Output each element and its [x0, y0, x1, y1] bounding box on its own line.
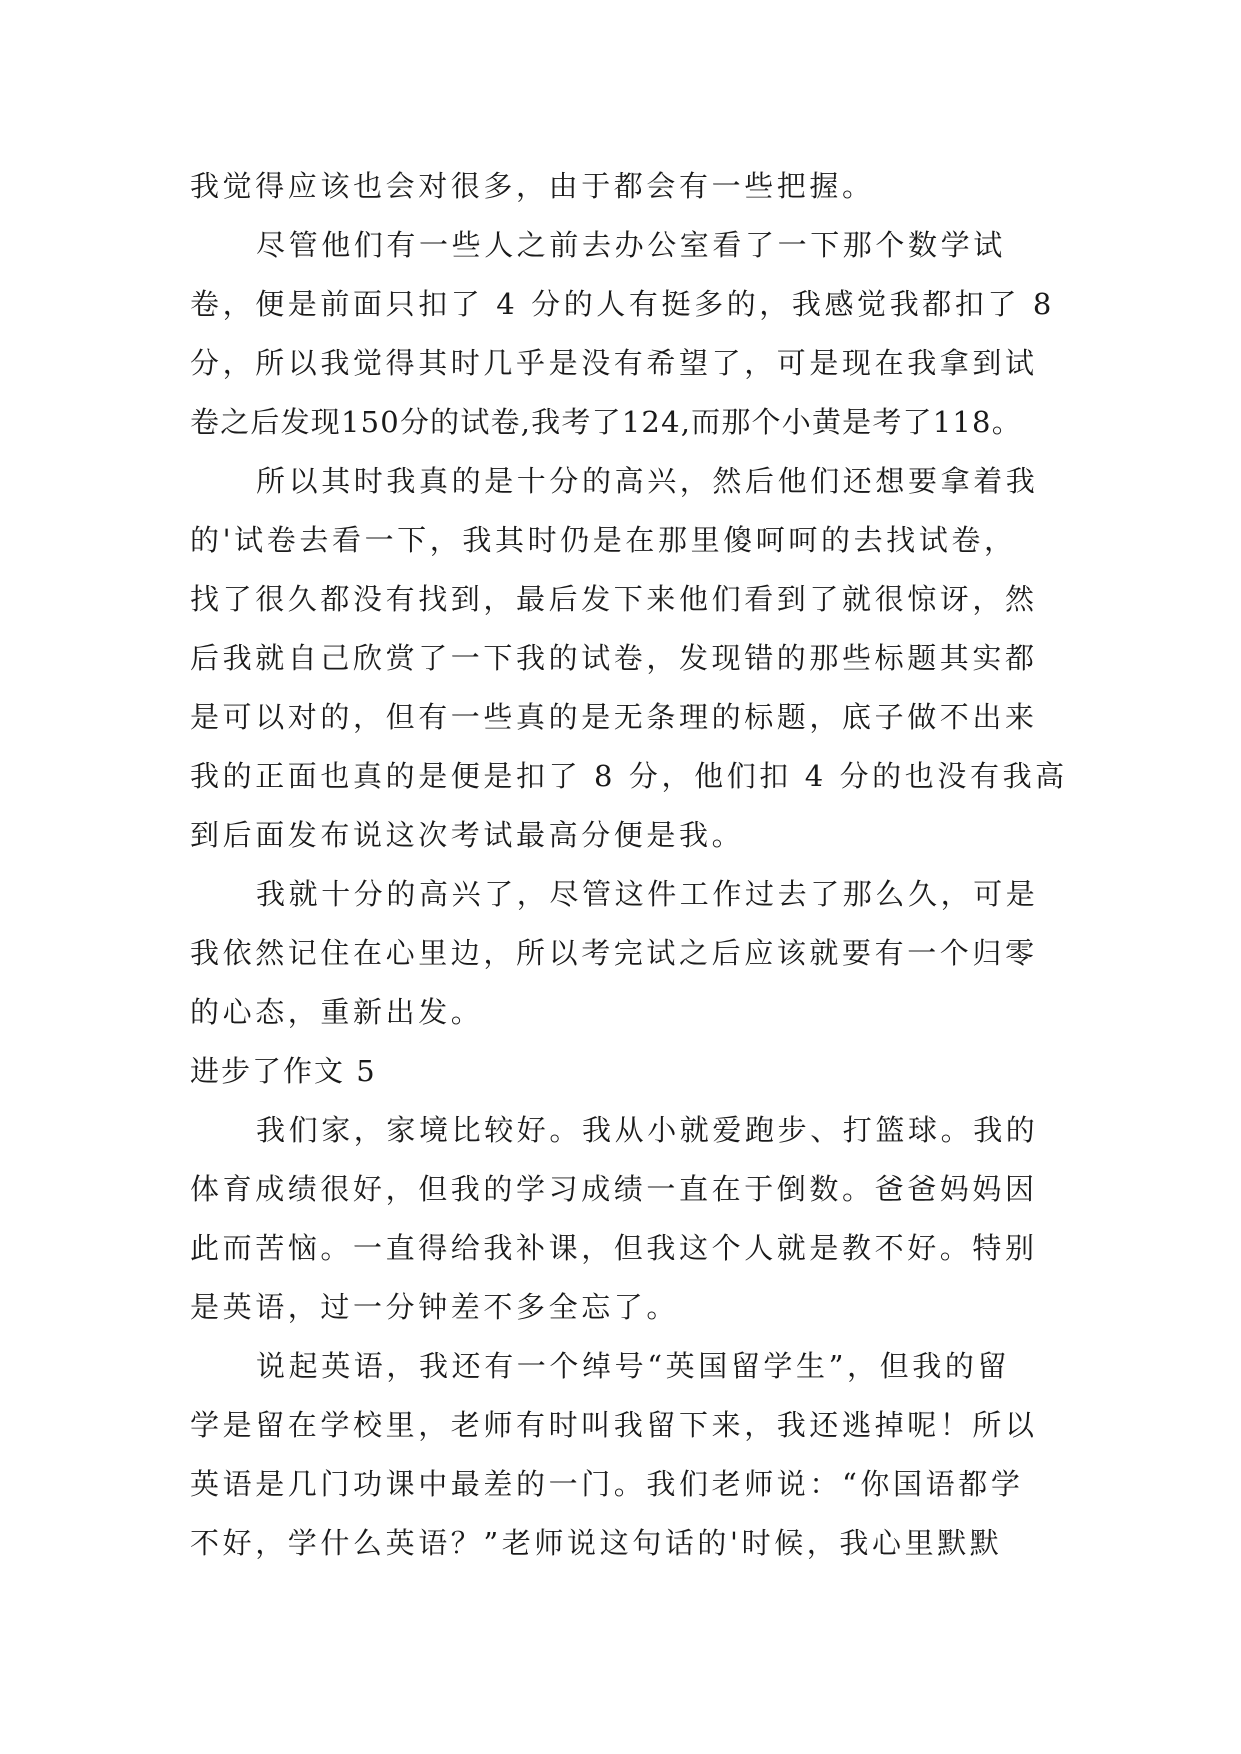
text-line: 我的正面也真的是便是扣了 8 分，他们扣 4 分的也没有我高 — [190, 759, 1068, 793]
text-line: 是可以对的，但有一些真的是无条理的标题，底子做不出来 — [190, 700, 1038, 734]
text-line: 到后面发布说这次考试最高分便是我。 — [190, 818, 745, 852]
text-line: 找了很久都没有找到，最后发下来他们看到了就很惊讶，然 — [190, 582, 1038, 616]
text-line: 是英语，过一分钟差不多全忘了。 — [190, 1290, 680, 1324]
paragraph-start-line: 我就十分的高兴了，尽管这件工作过去了那么久，可是 — [256, 877, 1039, 911]
essay-text — [190, 157, 1068, 1573]
text-line: 学是留在学校里，老师有时叫我留下来，我还逃掉呢！所以 — [190, 1408, 1038, 1442]
text-line: 分，所以我觉得其时几乎是没有希望了，可是现在我拿到试 — [190, 346, 1038, 380]
paragraph-start-line: 尽管他们有一些人之前去办公室看了一下那个数学试 — [256, 228, 1006, 262]
text-line: 英语是几门功课中最差的一门。我们老师说：“你国语都学 — [190, 1467, 1024, 1501]
paragraph-start-line: 所以其时我真的是十分的高兴，然后他们还想要拿着我 — [256, 464, 1039, 498]
text-line: 我依然记住在心里边，所以考完试之后应该就要有一个归零 — [190, 936, 1038, 970]
paragraph-start-line: 我们家，家境比较好。我从小就爱跑步、打篮球。我的 — [256, 1113, 1039, 1147]
text-line: 后我就自己欣赏了一下我的试卷，发现错的那些标题其实都 — [190, 641, 1038, 675]
text-line: 我觉得应该也会对很多，由于都会有一些把握。 — [190, 169, 875, 203]
text-line: 的心态，重新出发。 — [190, 995, 484, 1029]
text-line: 不好，学什么英语？”老师说这句话的'时候，我心里默默 — [190, 1526, 1003, 1560]
section-heading: 进步了作文 5 — [190, 1054, 377, 1088]
text-line: 卷，便是前面只扣了 4 分的人有挺多的，我感觉我都扣了 8 — [190, 287, 1055, 321]
text-line: 的'试卷去看一下，我其时仍是在那里傻呵呵的去找试卷， — [190, 523, 1017, 557]
text-line: 体育成绩很好，但我的学习成绩一直在于倒数。爸爸妈妈因 — [190, 1172, 1038, 1206]
paragraph-start-line: 说起英语，我还有一个绰号“英国留学生”，但我的留 — [256, 1349, 1011, 1383]
text-line: 卷之后发现150分的试卷,我考了124,而那个小黄是考了118。 — [190, 405, 1022, 439]
text-line: 此而苦恼。一直得给我补课，但我这个人就是教不好。特别 — [190, 1231, 1038, 1265]
